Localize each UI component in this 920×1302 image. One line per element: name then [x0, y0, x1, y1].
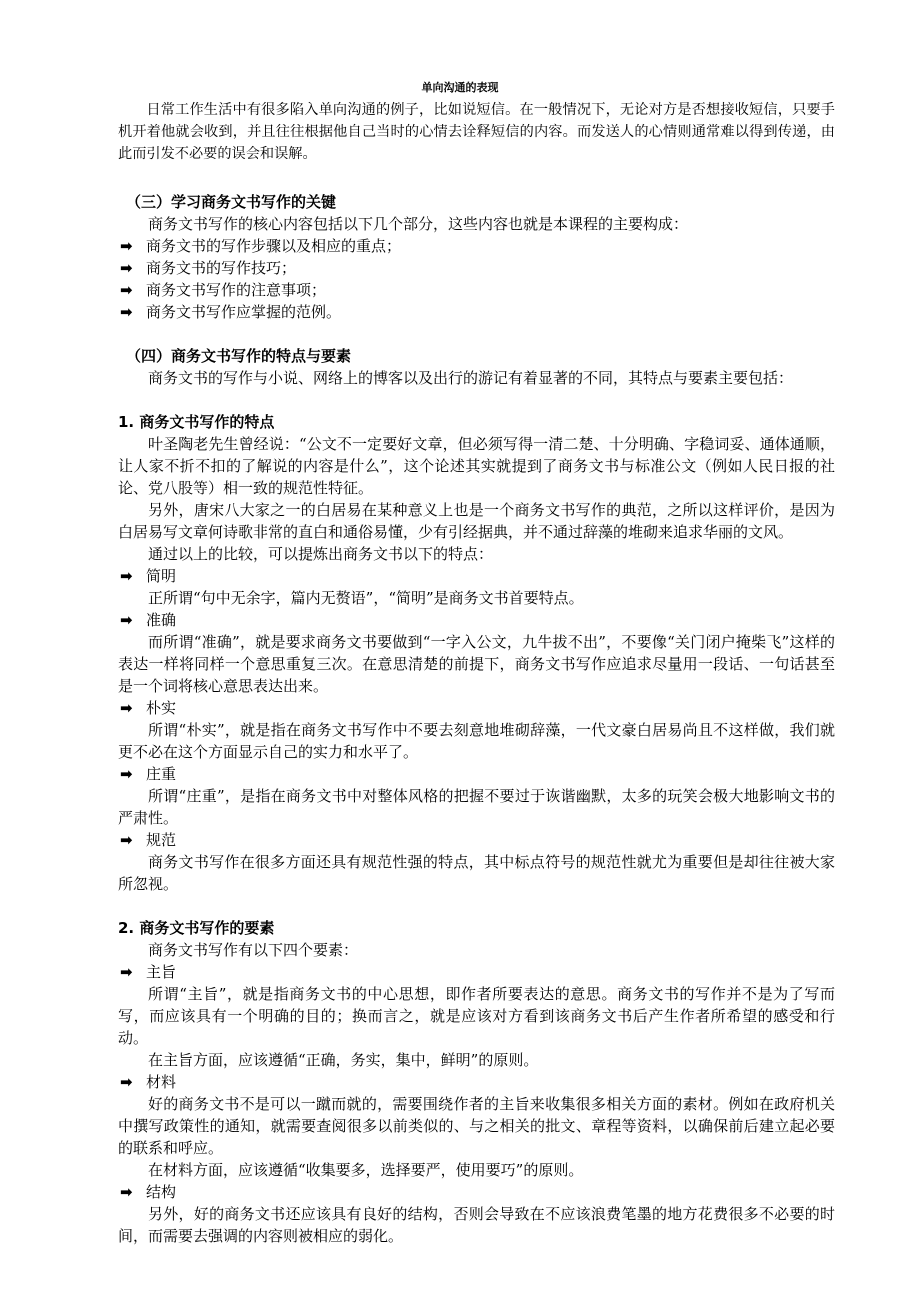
- arrow-icon: ➡: [120, 281, 133, 299]
- part1-paragraph-2: 另外，唐宋八大家之一的白居易在某种意义上也是一个商务文书写作的典范，之所以这样评价，是因为白居易写文章何诗歌非常的直白和通俗易懂，少有引经据典，并不通过辞藻的堆砌来追求华丽的文风。: [118, 501, 835, 541]
- feature-label: ➡ 规范: [120, 831, 177, 849]
- element-label: ➡ 材料: [120, 1073, 177, 1091]
- feature-label: ➡ 准确: [120, 611, 177, 629]
- section3-heading: （三）学习商务文书写作的关键: [126, 193, 337, 211]
- element-principle: 在主旨方面，应该遵循“正确，务实，集中，鲜明”的原则。: [148, 1051, 539, 1069]
- part1-heading: 1. 商务文书写作的特点: [118, 413, 275, 431]
- feature-text: 正所谓“句中无余字，篇内无赘语”，“简明”是商务文书首要特点。: [148, 589, 584, 607]
- feature-label: ➡ 庄重: [120, 765, 177, 783]
- feature-label: ➡ 朴实: [120, 699, 177, 717]
- intro-paragraph: 日常工作生活中有很多陷入单向沟通的例子，比如说短信。在一般情况下，无论对方是否想接收短信，只要手机开着他就会收到，并且往往根据他自己当时的心情去诠释短信的内容。而发送人的心情则通常难以得到传递，由此而引发不必要的误会和误解。: [118, 102, 835, 162]
- feature-text: 所谓“朴实”，就是指在商务文书写作中不要去刻意地堆砌辞藻，一代文豪白居易尚且不这样做，我们就更不必在这个方面显示自己的实力和水平了。: [118, 721, 835, 761]
- arrow-icon: ➡: [120, 765, 133, 783]
- element-principle: 在材料方面，应该遵循“收集要多，选择要严，使用要巧”的原则。: [148, 1161, 584, 1179]
- bullet-item: ➡ 商务文书写作的注意事项；: [120, 281, 327, 299]
- feature-text: 所谓“庄重”，是指在商务文书中对整体风格的把握不要过于诙谐幽默，太多的玩笑会极大地影响文书的严肃性。: [118, 787, 835, 827]
- bullet-item: ➡ 商务文书的写作步骤以及相应的重点；: [120, 237, 402, 255]
- body-text: [118, 99, 835, 1247]
- bullet-item: ➡ 商务文书的写作技巧；: [120, 259, 297, 277]
- arrow-icon: ➡: [120, 567, 133, 585]
- arrow-icon: ➡: [120, 259, 133, 277]
- arrow-icon: ➡: [120, 611, 133, 629]
- element-text: 另外，好的商务文书还应该具有良好的结构，否则会导致在不应该浪费笔墨的地方花费很多不必要的时间，而需要去强调的内容则被相应的弱化。: [118, 1205, 835, 1245]
- element-label: ➡ 主旨: [120, 963, 177, 981]
- section4-lead: 商务文书的写作与小说、网络上的博客以及出行的游记有着显著的不同，其特点与要素主要包括：: [148, 369, 794, 387]
- arrow-icon: ➡: [120, 699, 133, 717]
- arrow-icon: ➡: [120, 1073, 133, 1091]
- feature-text: 而所谓“准确”，就是要求商务文书要做到“一字入公文，九牛拔不出”，不要像“关门闭户掩柴飞”这样的表达一样将同样一个意思重复三次。在意思清楚的前提下，商务文书写作应追求尽量用一段话、一句话甚至是一个词将核心意思表达出来。: [118, 633, 835, 695]
- arrow-icon: ➡: [120, 963, 133, 981]
- element-label: ➡ 结构: [120, 1183, 177, 1201]
- part1-paragraph-1: 叶圣陶老先生曾经说：“公文不一定要好文章，但必须写得一清二楚、十分明确、字稳词妥、通体通顺，让人家不折不扣的了解说的内容是什么”，这个论述其实就提到了商务文书与标准公文（例如人民日报的社论、党八股等）相一致的规范性特征。: [118, 435, 835, 497]
- element-text: 所谓“主旨”，就是指商务文书的中心思想，即作者所要表达的意思。商务文书的写作并不是为了写而写，而应该具有一个明确的目的；换而言之，就是应该对方看到该商务文书后产生作者所希望的感受和行动。: [118, 985, 835, 1047]
- feature-text: 商务文书写作在很多方面还具有规范性强的特点，其中标点符号的规范性就尤为重要但是却往往被大家所忽视。: [118, 853, 835, 893]
- part2-lead: 商务文书写作有以下四个要素：: [148, 941, 359, 959]
- arrow-icon: ➡: [120, 237, 133, 255]
- feature-label: ➡ 简明: [120, 567, 177, 585]
- document-title: 单向沟通的表现: [421, 81, 499, 94]
- part1-paragraph-3: 通过以上的比较，可以提炼出商务文书以下的特点：: [148, 545, 494, 563]
- section4-heading: （四）商务文书写作的特点与要素: [126, 347, 352, 365]
- arrow-icon: ➡: [120, 1183, 133, 1201]
- bullet-item: ➡ 商务文书写作应掌握的范例。: [120, 303, 342, 321]
- element-text: 好的商务文书不是可以一蹴而就的，需要围绕作者的主旨来收集很多相关方面的素材。例如在政府机关中撰写政策性的通知，就需要查阅很多以前类似的、与之相关的批文、章程等资料，以确保前后建立起必要的联系和呼应。: [118, 1095, 835, 1157]
- arrow-icon: ➡: [120, 303, 133, 321]
- part2-heading: 2. 商务文书写作的要素: [118, 919, 275, 937]
- arrow-icon: ➡: [120, 831, 133, 849]
- section3-lead: 商务文书写作的核心内容包括以下几个部分，这些内容也就是本课程的主要构成：: [148, 215, 689, 233]
